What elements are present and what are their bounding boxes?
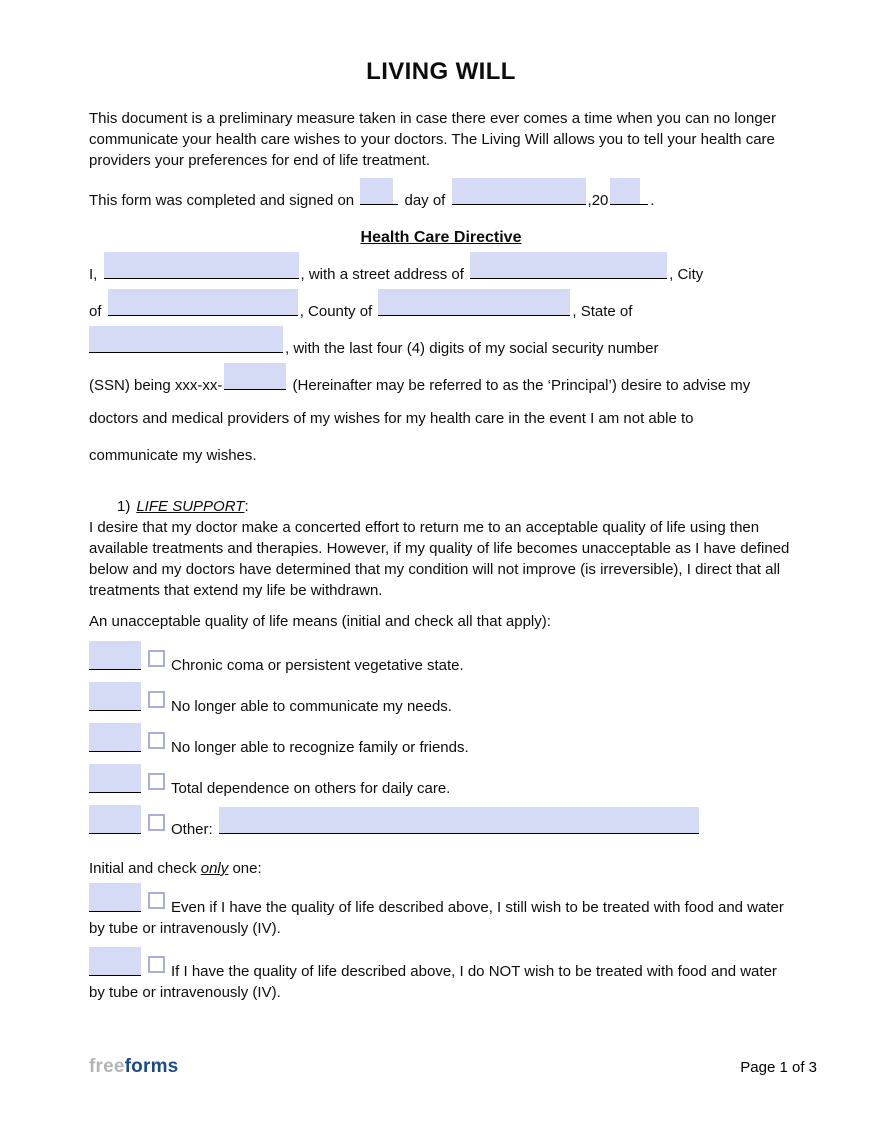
checklist-label-chronic-coma: Chronic coma or persistent vegetative state. bbox=[171, 657, 464, 674]
checklist-label-other: Other: bbox=[171, 821, 213, 838]
initial-field-other[interactable] bbox=[89, 805, 141, 834]
signed-line-pre-text: This form was completed and signed on bbox=[89, 192, 355, 209]
life-support-number: 1) bbox=[117, 498, 131, 515]
only-one-intro-text bbox=[89, 858, 793, 879]
signed-line-mid-text: day of bbox=[404, 192, 446, 209]
document-title: LIVING WILL bbox=[366, 58, 516, 85]
ssn-last4-field[interactable] bbox=[224, 363, 286, 390]
initial-field-total-dependence[interactable] bbox=[89, 764, 141, 793]
day-field[interactable] bbox=[360, 178, 398, 205]
exclusive-item-feed-yes bbox=[89, 883, 793, 939]
line1-end-text: , City bbox=[669, 266, 704, 283]
directive-line-5 bbox=[89, 400, 793, 437]
year-field[interactable] bbox=[610, 178, 648, 205]
initial-field-feed-no[interactable] bbox=[89, 947, 141, 976]
city-field[interactable] bbox=[108, 289, 298, 316]
state-field[interactable] bbox=[89, 326, 283, 353]
checklist-label-communicate-needs: No longer able to communicate my needs. bbox=[171, 698, 452, 715]
month-field[interactable] bbox=[452, 178, 586, 205]
checkbox-other[interactable] bbox=[148, 814, 165, 831]
intro-paragraph: This document is a preliminary measure taken in case there ever comes a time when you can no longer communicate your health care wishes to your doctors. The Living Will allows you to tell your health care providers your preferences for end of life treatment. bbox=[89, 110, 777, 169]
signed-line-end-text: . bbox=[650, 192, 655, 209]
directive-line-6 bbox=[89, 437, 793, 474]
line3-end-text: , with the last four (4) digits of my social security number bbox=[285, 340, 659, 357]
checkbox-total-dependence[interactable] bbox=[148, 773, 165, 790]
line2-mid-text: , County of bbox=[299, 303, 373, 320]
exclusive-label-feed-no: If I have the quality of life described above, I do NOT wish to be treated with food and water by tube or intravenously (IV). bbox=[89, 963, 777, 1001]
directive-line-1 bbox=[89, 252, 793, 289]
line1-mid-text: , with a street address of bbox=[300, 266, 464, 283]
exclusive-label-feed-yes: Even if I have the quality of life described above, I still wish to be treated with food and water by tube or intravenously (IV). bbox=[89, 899, 784, 937]
checklist-item-other bbox=[89, 805, 793, 840]
life-support-title: LIFE SUPPORT bbox=[136, 498, 245, 515]
initial-field-chronic-coma[interactable] bbox=[89, 641, 141, 670]
checkbox-chronic-coma[interactable] bbox=[148, 650, 165, 667]
checklist-intro-text: An unacceptable quality of life means (initial and check all that apply): bbox=[89, 613, 551, 630]
checkbox-feed-yes[interactable] bbox=[148, 892, 165, 909]
day-field-highlight bbox=[360, 178, 392, 204]
freeforms-logo bbox=[89, 1056, 178, 1078]
line4-pre-text: (SSN) being xxx-xx- bbox=[89, 377, 223, 394]
directive-line-2 bbox=[89, 289, 793, 326]
year-prefix-text: ,20 bbox=[587, 192, 609, 209]
initial-field-feed-yes[interactable] bbox=[89, 883, 141, 912]
initial-field-communicate-needs[interactable] bbox=[89, 682, 141, 711]
other-description-field[interactable] bbox=[219, 807, 699, 834]
year-field-highlight bbox=[610, 178, 640, 204]
checkbox-communicate-needs[interactable] bbox=[148, 691, 165, 708]
health-care-directive-heading: Health Care Directive bbox=[360, 229, 522, 246]
life-support-heading bbox=[89, 496, 793, 517]
line1-pre-text: I, bbox=[89, 266, 98, 283]
only-one-emphasis: only bbox=[200, 860, 229, 877]
line6-text: communicate my wishes. bbox=[89, 447, 257, 464]
checklist-item-communicate-needs bbox=[89, 682, 793, 717]
logo-free-text: free bbox=[89, 1056, 125, 1077]
logo-forms-text: forms bbox=[124, 1056, 179, 1077]
county-field[interactable] bbox=[378, 289, 570, 316]
checklist-item-total-dependence bbox=[89, 764, 793, 799]
directive-line-4 bbox=[89, 363, 793, 400]
line2-end-text: , State of bbox=[572, 303, 633, 320]
signed-date-line bbox=[89, 178, 793, 211]
directive-line-3 bbox=[89, 326, 793, 363]
page-footer bbox=[89, 1056, 817, 1078]
street-address-field[interactable] bbox=[470, 252, 667, 279]
line5-text: doctors and medical providers of my wishes for my health care in the event I am not able to bbox=[89, 410, 694, 427]
page-number: Page 1 of 3 bbox=[740, 1059, 817, 1076]
line2-pre-text: of bbox=[89, 303, 102, 320]
exclusive-choice-list bbox=[89, 883, 793, 1003]
only-one-pre-text: Initial and check bbox=[89, 860, 197, 877]
checklist-item-chronic-coma bbox=[89, 641, 793, 676]
checklist-label-total-dependence: Total dependence on others for daily care. bbox=[171, 780, 451, 797]
only-one-post-text: one: bbox=[232, 860, 262, 877]
exclusive-item-feed-no bbox=[89, 947, 793, 1003]
checklist-item-recognize-family bbox=[89, 723, 793, 758]
initial-field-recognize-family[interactable] bbox=[89, 723, 141, 752]
line4-end-text: (Hereinafter may be referred to as the ‘Principal’) desire to advise my bbox=[292, 377, 751, 394]
checkbox-feed-no[interactable] bbox=[148, 956, 165, 973]
life-support-paragraph: I desire that my doctor make a concerted effort to return me to an acceptable quality of life using then available treatments and therapies. However, if my quality of life becomes unacceptable as I have defined below and my doctors have determined that my condition will not improve (is irreversible), I direct that all treatments that extend my life be withdrawn. bbox=[89, 519, 790, 599]
checklist-label-recognize-family: No longer able to recognize family or friends. bbox=[171, 739, 469, 756]
checkbox-recognize-family[interactable] bbox=[148, 732, 165, 749]
life-support-colon: : bbox=[244, 498, 249, 515]
quality-of-life-checklist bbox=[89, 641, 793, 840]
principal-name-field[interactable] bbox=[104, 252, 299, 279]
